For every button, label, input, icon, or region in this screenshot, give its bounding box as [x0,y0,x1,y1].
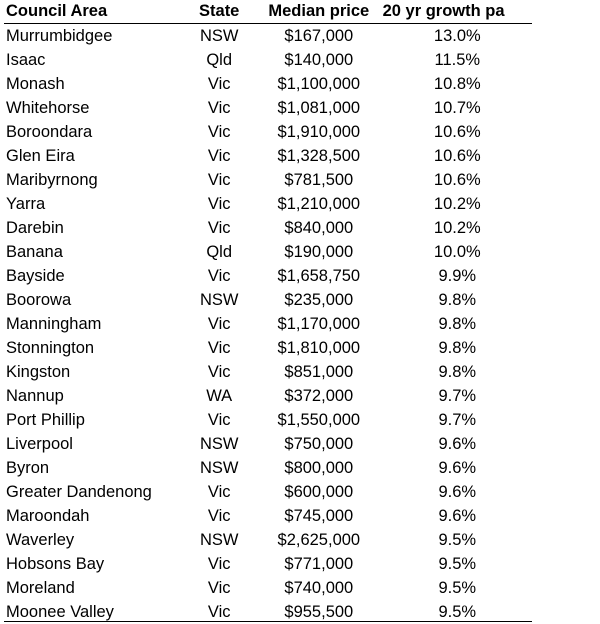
cell-council-area: Manningham [6,315,102,333]
cell-median-price: $190,000 [284,243,354,261]
header-state: State [199,2,240,20]
cell-council-area: Maribyrnong [6,171,98,189]
cell-growth: 9.8% [438,315,477,333]
cell-council-area: Whitehorse [6,99,90,117]
cell-growth: 9.8% [438,339,477,357]
cell-state: NSW [199,459,239,477]
cell-council-area: Byron [6,459,50,477]
table-row [4,408,532,432]
cell-council-area: Bayside [6,267,65,285]
cell-state: Vic [207,483,231,501]
cell-growth: 10.8% [433,75,481,93]
cell-council-area: Banana [6,243,63,261]
header-median-price: Median price [268,2,370,20]
cell-state: Vic [207,579,231,597]
cell-council-area: Glen Eira [6,147,75,165]
cell-median-price: $740,000 [284,579,354,597]
table-body [4,24,532,624]
cell-median-price: $745,000 [284,507,354,525]
cell-median-price: $1,550,000 [277,411,361,429]
cell-median-price: $372,000 [284,387,354,405]
cell-growth: 10.6% [433,147,481,165]
table-row [4,120,532,144]
cell-council-area: Isaac [6,51,46,69]
cell-median-price: $2,625,000 [277,531,361,549]
cell-state: Vic [207,171,231,189]
cell-median-price: $1,210,000 [277,195,361,213]
table-row [4,192,532,216]
cell-state: NSW [199,435,239,453]
table-row [4,528,532,552]
cell-median-price: $235,000 [284,291,354,309]
cell-median-price: $1,170,000 [277,315,361,333]
cell-state: Vic [207,147,231,165]
cell-council-area: Port Phillip [6,411,85,429]
table-row [4,312,532,336]
cell-growth: 10.2% [433,195,481,213]
cell-council-area: Moonee Valley [6,603,114,621]
cell-median-price: $771,000 [284,555,354,573]
cell-council-area: Nannup [6,387,64,405]
cell-growth: 9.9% [438,267,477,285]
cell-growth: 9.7% [438,411,477,429]
cell-council-area: Liverpool [6,435,73,453]
cell-growth: 9.6% [438,459,477,477]
cell-council-area: Hobsons Bay [6,555,105,573]
cell-median-price: $1,328,500 [277,147,361,165]
table-row [4,288,532,312]
cell-median-price: $600,000 [284,483,354,501]
cell-growth: 9.5% [438,579,477,597]
cell-council-area: Greater Dandenong [6,483,152,501]
cell-state: Vic [207,603,231,621]
cell-median-price: $1,081,000 [277,99,361,117]
cell-growth: 9.5% [438,555,477,573]
cell-growth: 9.6% [438,483,477,501]
table-row [4,360,532,384]
cell-state: NSW [199,291,239,309]
cell-median-price: $840,000 [284,219,354,237]
cell-growth: 9.7% [438,387,477,405]
cell-growth: 10.2% [433,219,481,237]
cell-growth: 9.6% [438,507,477,525]
cell-council-area: Moreland [6,579,75,597]
cell-growth: 9.5% [438,603,477,621]
cell-council-area: Stonnington [6,339,95,357]
cell-council-area: Boroondara [6,123,93,141]
cell-state: Qld [206,243,233,261]
cell-state: Vic [207,267,231,285]
table-row [4,96,532,120]
header-council-area: Council Area [6,2,108,20]
cell-state: Vic [207,219,231,237]
table-row [4,480,532,504]
cell-median-price: $955,500 [284,603,354,621]
cell-state: NSW [199,531,239,549]
cell-council-area: Murrumbidgee [6,27,113,45]
cell-state: NSW [199,27,239,45]
bottom-rule [4,621,532,622]
table-row [4,576,532,600]
cell-growth: 9.8% [438,363,477,381]
cell-growth: 10.0% [433,243,481,261]
cell-state: WA [206,387,233,405]
cell-median-price: $1,658,750 [277,267,361,285]
data-table [4,0,532,624]
cell-council-area: Yarra [6,195,46,213]
cell-growth: 10.6% [433,123,481,141]
table-row [4,144,532,168]
cell-council-area: Monash [6,75,65,93]
cell-median-price: $1,810,000 [277,339,361,357]
cell-council-area: Darebin [6,219,64,237]
cell-state: Vic [207,411,231,429]
cell-state: Vic [207,99,231,117]
cell-median-price: $750,000 [284,435,354,453]
table-row [4,72,532,96]
table-row [4,240,532,264]
cell-council-area: Maroondah [6,507,90,525]
cell-state: Vic [207,555,231,573]
cell-state: Qld [206,51,233,69]
cell-median-price: $851,000 [284,363,354,381]
cell-median-price: $800,000 [284,459,354,477]
cell-state: Vic [207,75,231,93]
cell-state: Vic [207,315,231,333]
cell-median-price: $140,000 [284,51,354,69]
cell-growth: 9.8% [438,291,477,309]
table-row [4,336,532,360]
cell-state: Vic [207,507,231,525]
cell-growth: 10.6% [433,171,481,189]
cell-growth: 10.7% [433,99,481,117]
cell-median-price: $1,910,000 [277,123,361,141]
cell-median-price: $781,500 [284,171,354,189]
cell-state: Vic [207,195,231,213]
cell-growth: 11.5% [434,51,481,69]
cell-median-price: $1,100,000 [277,75,361,93]
cell-state: Vic [207,339,231,357]
table-header [4,0,532,24]
cell-council-area: Waverley [6,531,75,549]
cell-council-area: Kingston [6,363,71,381]
table-row [4,168,532,192]
table-row [4,216,532,240]
cell-state: Vic [207,123,231,141]
cell-growth: 9.6% [438,435,477,453]
table-row [4,24,532,48]
header-growth: 20 yr growth pa [382,2,505,20]
table-row [4,552,532,576]
table-row [4,456,532,480]
cell-growth: 9.5% [438,531,477,549]
table-row [4,48,532,72]
cell-growth: 13.0% [433,27,481,45]
table-row [4,384,532,408]
table-row [4,504,532,528]
cell-council-area: Boorowa [6,291,72,309]
cell-median-price: $167,000 [284,27,354,45]
table-row [4,432,532,456]
cell-state: Vic [207,363,231,381]
table-row [4,264,532,288]
